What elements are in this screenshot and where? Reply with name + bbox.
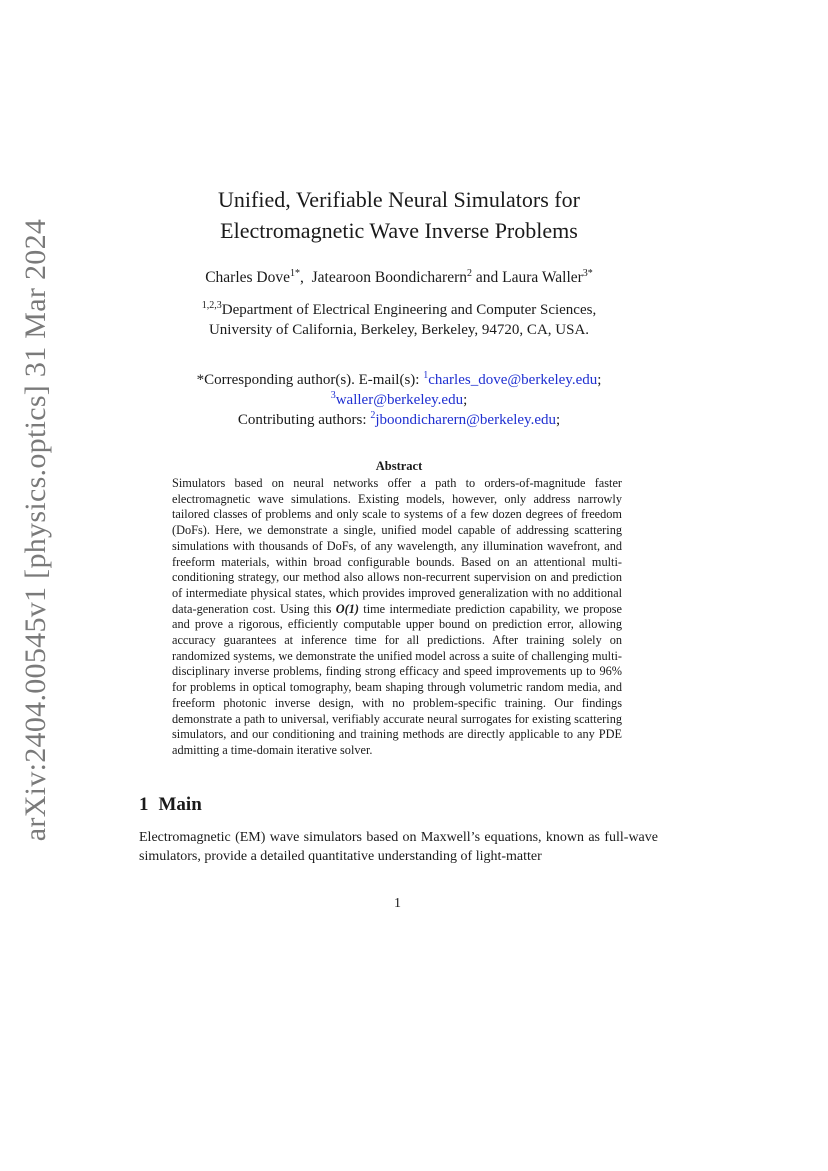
email-separator: ;: [556, 412, 561, 428]
email-marker: 1: [423, 370, 429, 381]
author-name: Jatearoon Boondicharern: [311, 269, 467, 286]
arxiv-identifier: [14, 150, 58, 910]
arxiv-identifier-text: arXiv:2404.00545v1 [physics.optics] 31 Mar 2024: [19, 218, 52, 842]
author-separator: ,: [300, 269, 312, 286]
abstract-math-o1: O(1): [335, 601, 359, 616]
affiliation-marker: 1,2,3: [201, 300, 222, 311]
corresponding-authors: [140, 370, 658, 430]
affiliation-line-2: University of California, Berkeley, Berkeley, 94720, CA, USA.: [208, 322, 590, 338]
affiliation-line-1: Department of Electrical Engineering and Computer Sciences,: [221, 302, 597, 318]
author-separator: and: [472, 269, 503, 286]
author-name: Laura Waller: [502, 269, 583, 286]
title-line-2: Electromagnetic Wave Inverse Problems: [220, 218, 578, 243]
email-link[interactable]: jboondicharern@berkeley.edu: [375, 412, 556, 428]
section-heading: [139, 794, 202, 816]
corresponding-prefix: *Corresponding author(s). E-mail(s):: [196, 372, 424, 388]
title-line-1: Unified, Verifiable Neural Simulators for: [218, 187, 580, 212]
abstract-body: [172, 476, 622, 759]
abstract-heading: Abstract: [375, 459, 423, 473]
author-marker: 2: [467, 268, 472, 279]
section-number: 1: [139, 794, 149, 815]
author-list: [140, 268, 658, 288]
email-separator: ;: [463, 392, 468, 408]
section-title: Main: [158, 794, 202, 815]
email-link[interactable]: charles_dove@berkeley.edu: [428, 372, 598, 388]
author-marker: 1*: [290, 268, 300, 279]
email-link[interactable]: waller@berkeley.edu: [335, 392, 464, 408]
email-separator: ;: [597, 372, 602, 388]
paper-title: [140, 184, 658, 246]
author-marker: 3*: [582, 268, 593, 279]
email-marker: 2: [370, 410, 376, 421]
abstract-text-part-2: time intermediate prediction capability, we propose and prove a rigorous, efficiently computable upper bound on prediction error, allowing accuracy guarantees at inference time for all predictions. After training solely on randomized systems, we demonstrate the unified model across a suite of challenging multi-disciplinary inverse problems, finding strong efficacy and speed improvements up to 96% for problems in optical tomography, beam shaping through volumetric random media, and freeform photonic inverse design, with no problem-specific training. Our findings demonstrate a path to universal, verifiably accurate neural surrogates for existing scattering simulators, and our conditioning and training methods are directly applicable to any PDE admitting a time-domain iterative solver.: [172, 601, 623, 757]
page-number: 1: [394, 896, 401, 911]
email-marker: 3: [330, 390, 336, 401]
contributing-prefix: Contributing authors:: [237, 412, 371, 428]
author-name: Charles Dove: [205, 269, 290, 286]
abstract-text-part-1: Simulators based on neural networks offer a path to orders-of-magnitude faster electromagnetic wave simulations. Existing models, however, only address narrowly tailored classes of problems and only scale to systems of a few dozen degrees of freedom (DoFs). Here, we demonstrate a single, unified model capable of addressing scattering simulations with thousands of DoFs, of any wavelength, any illumination wavefront, and freeform materials, within broad configurable bounds. Based on an attentional multi-conditioning strategy, our method also allows non-recurrent supervision on and prediction of intermediate physical states, which provides improved generalization with no additional data-generation cost. Using this: [172, 476, 622, 616]
section-body-text: Electromagnetic (EM) wave simulators based on Maxwell’s equations, known as full-wave simulators, provide a detailed quantitative understanding of light-matter: [139, 830, 658, 864]
affiliation: [140, 300, 658, 340]
